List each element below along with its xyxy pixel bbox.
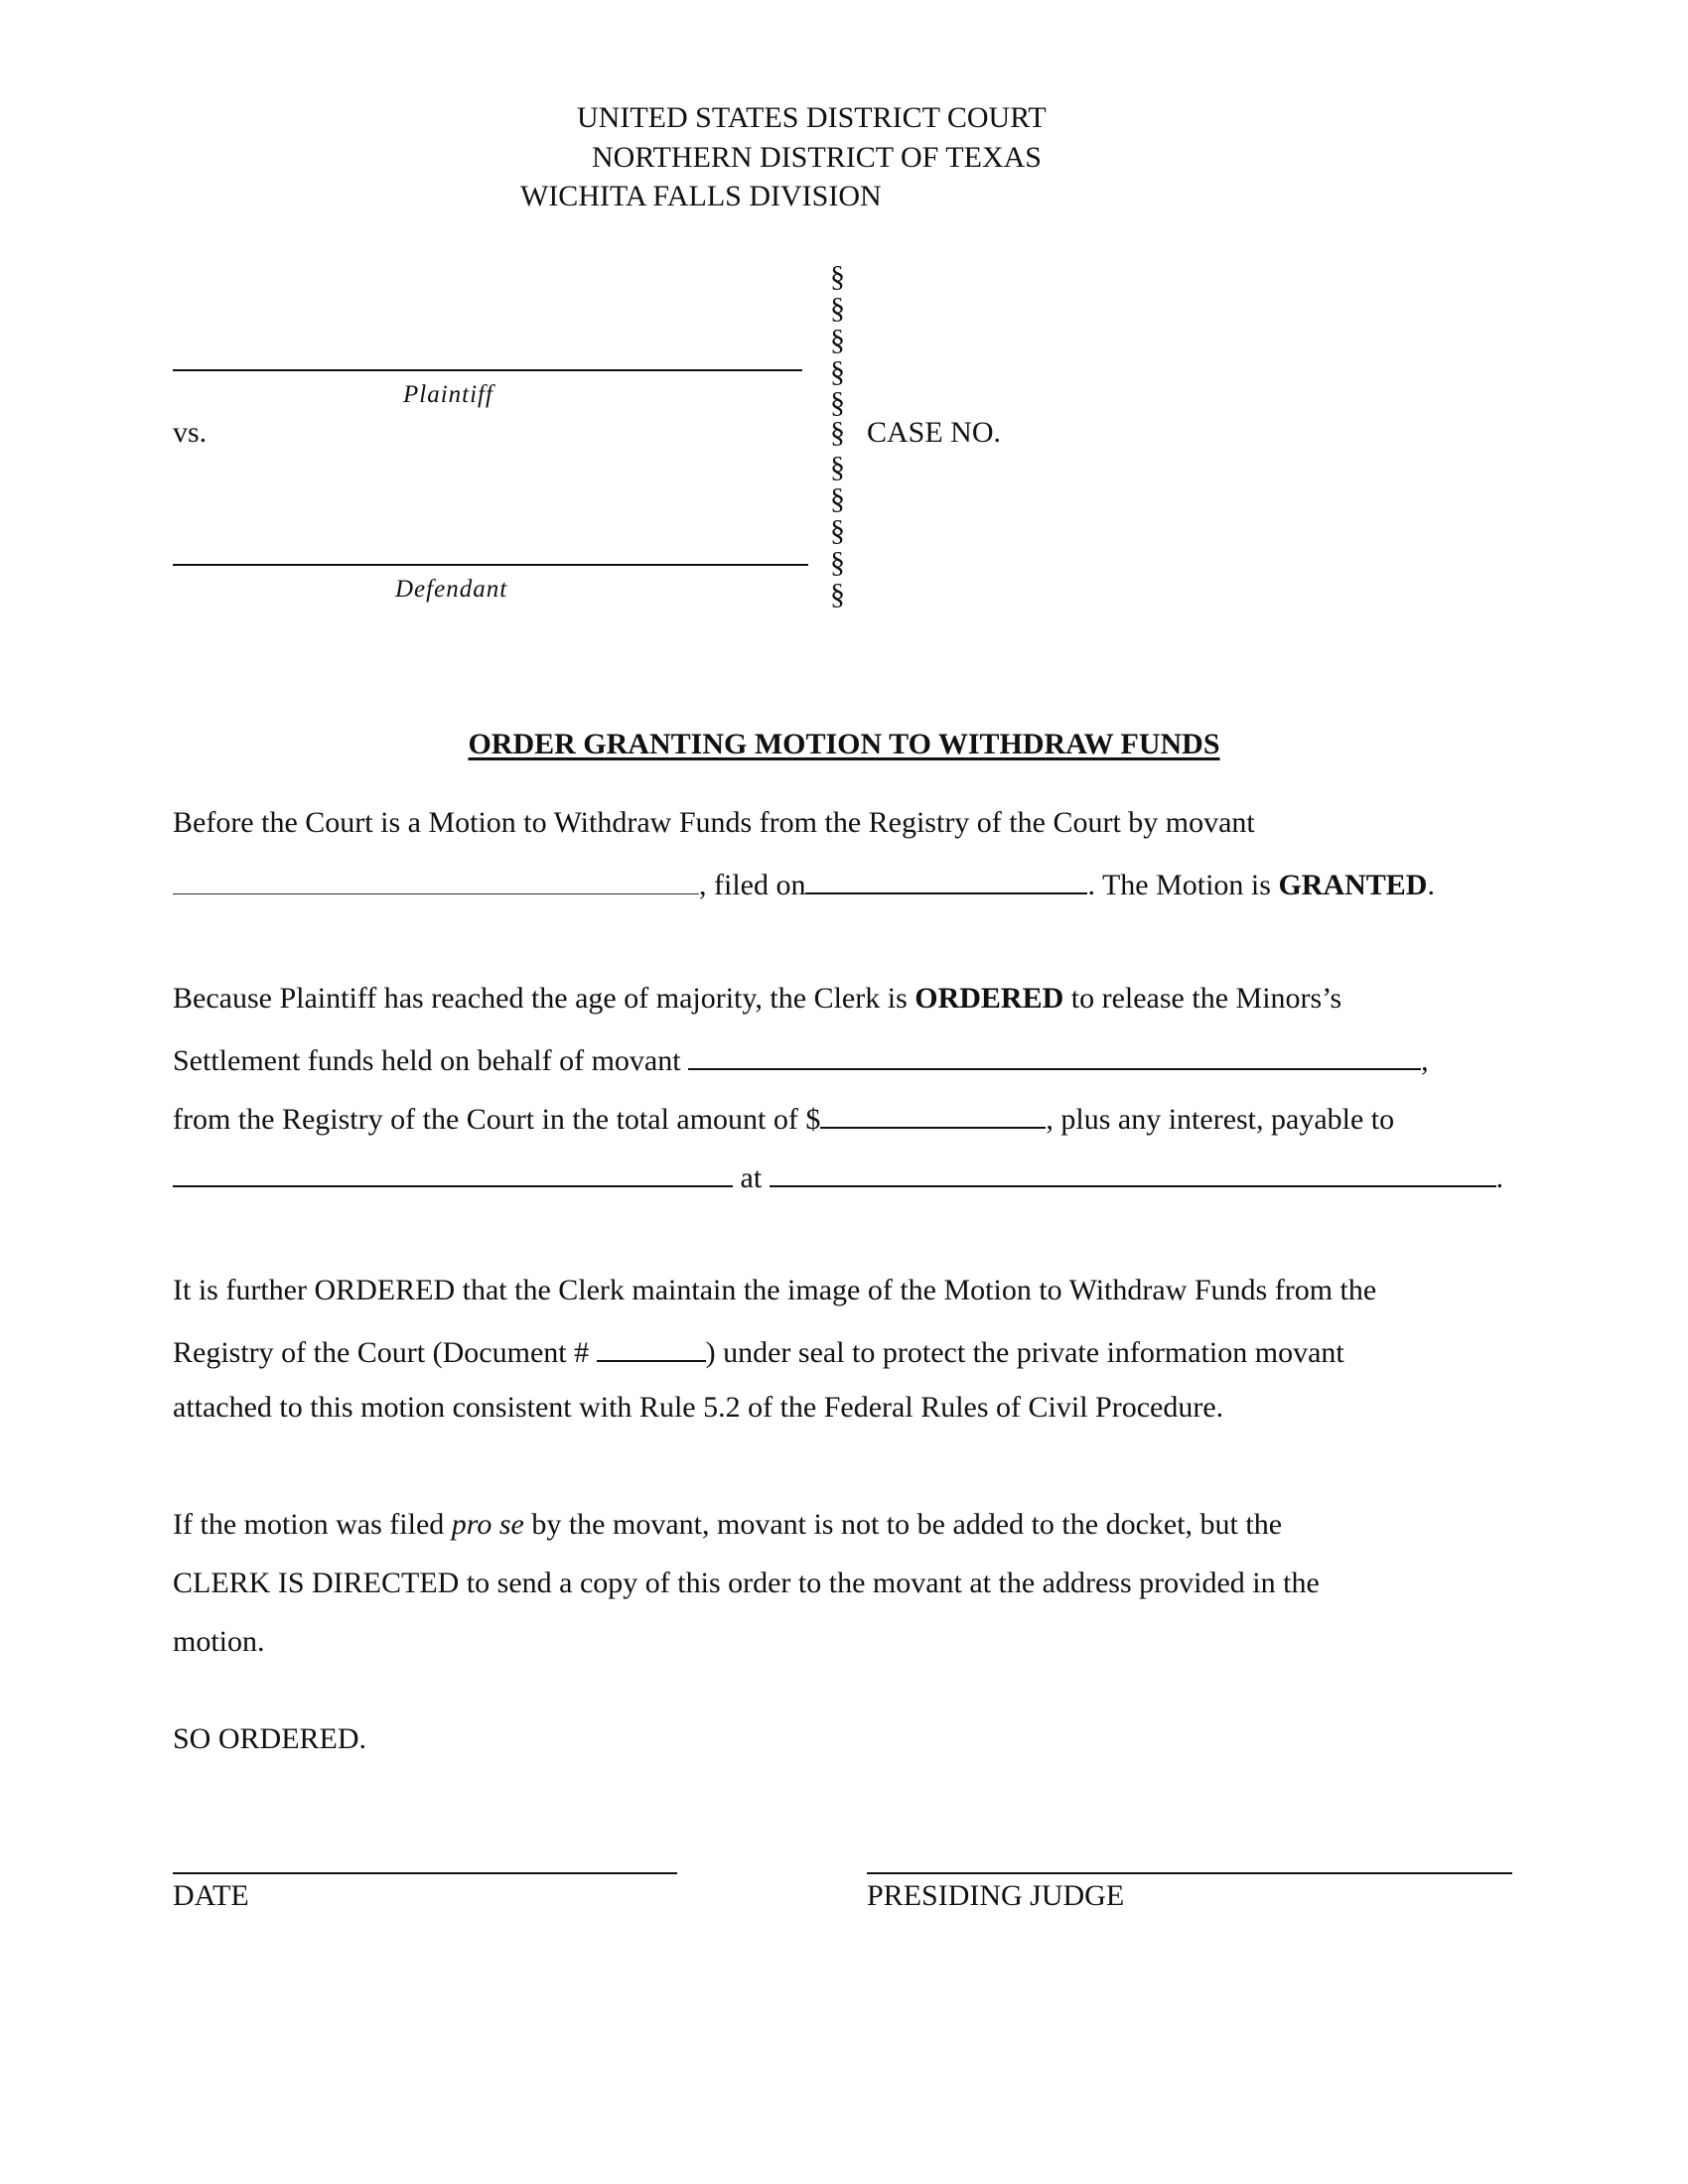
para2-text: from the Registry of the Court in the total amount of $ (173, 1103, 821, 1136)
amount-blank[interactable] (820, 1101, 1046, 1129)
period: . (1427, 869, 1435, 901)
para2-text: Because Plaintiff has reached the age of majority, the Clerk is (173, 982, 908, 1015)
para4-line1 (173, 1510, 1282, 1540)
movant-behalf-blank[interactable] (688, 1042, 1421, 1070)
section-symbol: § (830, 292, 845, 325)
section-symbol: § (830, 514, 845, 547)
filed-on-text: , filed on (699, 869, 806, 901)
document-number-blank[interactable] (597, 1334, 706, 1362)
division-name: WICHITA FALLS DIVISION (520, 180, 882, 212)
section-symbol: § (830, 578, 845, 611)
court-name: UNITED STATES DISTRICT COURT (577, 101, 1047, 134)
para2-line4 (173, 1160, 1503, 1193)
para3-line3: attached to this motion consistent with Rule 5.2 of the Federal Rules of Civil Procedure. (173, 1391, 1224, 1424)
filed-date-blank[interactable] (805, 867, 1087, 894)
para3-text: ) under seal to protect the private information movant (705, 1336, 1344, 1369)
date-label: DATE (173, 1879, 249, 1912)
para2-line1 (173, 984, 1341, 1014)
comma: , (1421, 1044, 1429, 1077)
para4-line2: CLERK IS DIRECTED to send a copy of this order to the movant at the address provided in the (173, 1567, 1320, 1599)
section-symbol: § (830, 324, 845, 356)
para4-text: by the movant, movant is not to be added to the docket, but the (531, 1508, 1283, 1541)
so-ordered: SO ORDERED. (173, 1722, 367, 1755)
para1-line2 (173, 867, 1435, 900)
plaintiff-signature-line[interactable] (173, 369, 802, 371)
granted-text: GRANTED (1278, 869, 1428, 901)
defendant-label: Defendant (395, 576, 508, 603)
payee-address-blank[interactable] (770, 1160, 1496, 1187)
vs-label: vs. (173, 416, 208, 449)
movant-name-blank[interactable] (173, 868, 699, 894)
section-symbol: § (830, 482, 845, 515)
para3-line1: It is further ORDERED that the Clerk maintain the image of the Motion to Withdraw Funds from the (173, 1274, 1377, 1306)
motion-is-text: . The Motion is (1087, 869, 1271, 901)
para2-text: , plus any interest, payable to (1046, 1103, 1395, 1136)
at-text: at (740, 1161, 763, 1194)
para2-text: to release the Minors’s (1070, 982, 1342, 1015)
para3-text: Registry of the Court (Document # (173, 1336, 590, 1369)
section-symbol: § (830, 355, 845, 388)
para4-text: If the motion was filed (173, 1508, 445, 1541)
judge-signature-line[interactable] (867, 1872, 1512, 1874)
section-symbol: § (830, 416, 845, 449)
para2-line3 (173, 1101, 1394, 1135)
plaintiff-label: Plaintiff (403, 381, 493, 408)
defendant-signature-line[interactable] (173, 564, 808, 566)
para3-line2 (173, 1334, 1344, 1368)
case-number-label: CASE NO. (867, 416, 1002, 449)
ordered-text: ORDERED (914, 982, 1064, 1015)
section-symbol: § (830, 451, 845, 483)
payee-blank[interactable] (173, 1160, 733, 1187)
section-symbol: § (830, 386, 845, 419)
para4-line3: motion. (173, 1625, 265, 1658)
para1-line1: Before the Court is a Motion to Withdraw Funds from the Registry of the Court by movant (173, 806, 1255, 839)
presiding-judge-label: PRESIDING JUDGE (867, 1879, 1125, 1912)
district-name: NORTHERN DISTRICT OF TEXAS (592, 141, 1042, 174)
para2-text: Settlement funds held on behalf of movant (173, 1044, 681, 1077)
section-symbol: § (830, 546, 845, 579)
pro-se-text: pro se (451, 1508, 524, 1541)
date-signature-line[interactable] (173, 1872, 677, 1874)
document-title: ORDER GRANTING MOTION TO WITHDRAW FUNDS (468, 728, 1220, 760)
section-symbol: § (830, 260, 845, 293)
para2-line2 (173, 1042, 1429, 1076)
period: . (1495, 1161, 1504, 1194)
